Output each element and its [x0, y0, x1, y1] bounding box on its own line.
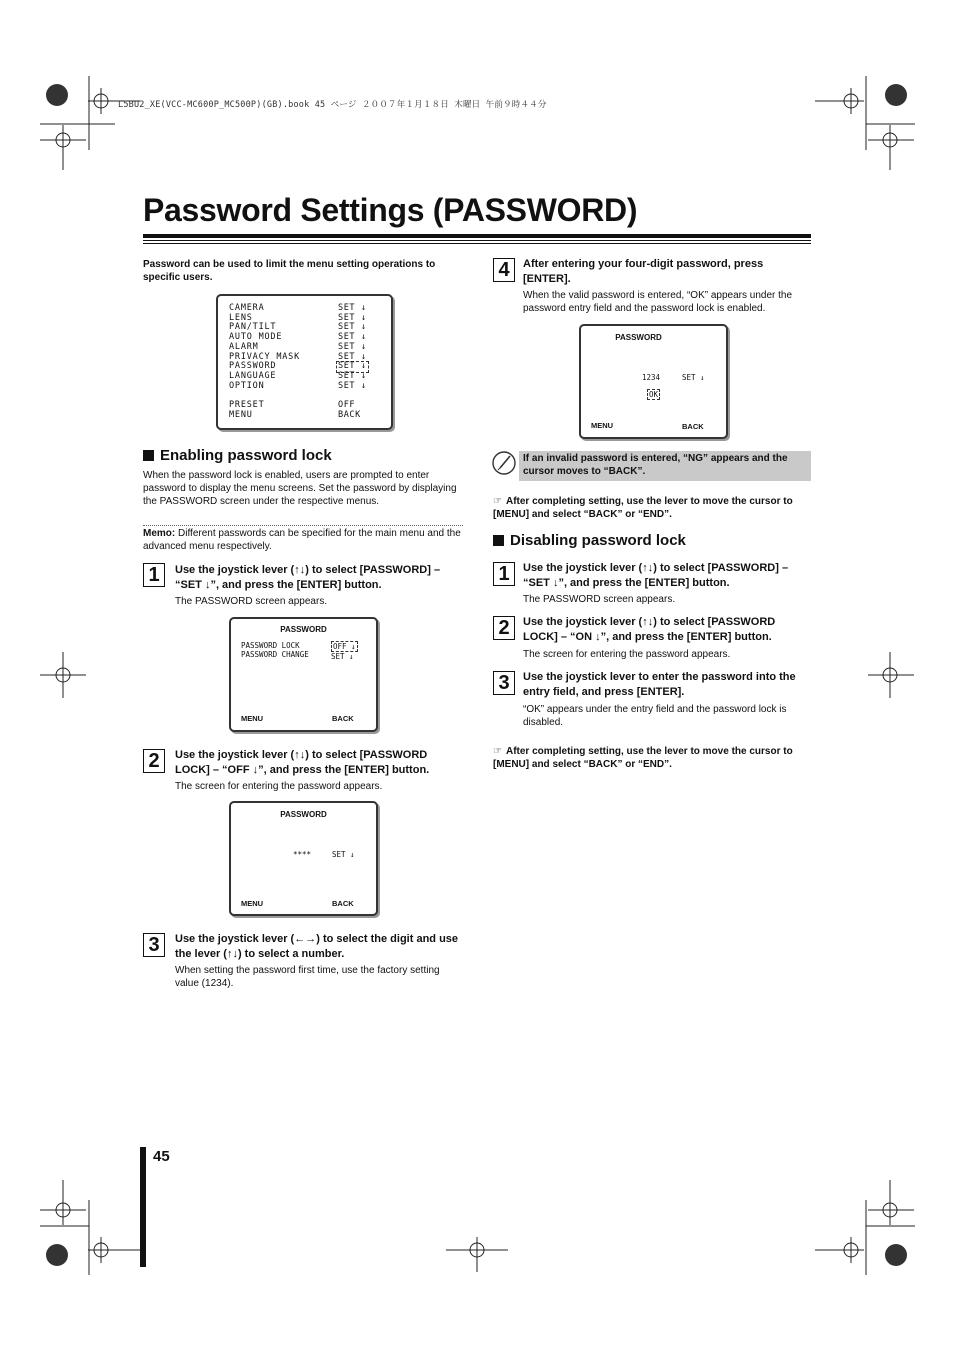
menu-row-value: SET ↓ [338, 332, 367, 343]
page-title: Password Settings (PASSWORD) [143, 192, 638, 228]
password-screen-1 [229, 617, 378, 732]
step-subtext: When setting the password first time, use the factory setting value (1234). [175, 965, 440, 989]
ref-note: ☞ After completing setting, use the lever to move the cursor to [MENU] and select “BACK” or “END”. [493, 746, 793, 770]
menu-row-label: OPTION [229, 380, 265, 391]
step-number: 2 [493, 616, 515, 640]
screen-back: BACK [332, 714, 354, 723]
screen-title: PASSWORD [615, 333, 662, 342]
step-subtext: The PASSWORD screen appears. [523, 594, 676, 605]
memo-label: Memo: [143, 528, 176, 539]
title-rule [143, 234, 811, 238]
step-number: 3 [143, 933, 165, 957]
title-rule [143, 243, 811, 244]
preset-label: PRESET [229, 400, 265, 411]
main-menu-screen [216, 294, 393, 430]
menu-row-label: PAN/TILT [229, 322, 277, 333]
ok-indicator: OK [649, 390, 659, 399]
step-subtext: The PASSWORD screen appears. [175, 596, 328, 607]
enable-body: When the password lock is enabled, users are prompted to enter password to display the menu screens. Set the password by displaying the PASSWORD screen under the respective menus. [143, 470, 457, 507]
menu-row-label: CAMERA [229, 303, 265, 313]
title-rule [143, 240, 811, 241]
menu-row-value: SET ↓ [338, 351, 367, 362]
menu-labels [229, 304, 300, 420]
step-text: Use the joystick lever (←→) to select the digit and use the lever (↑↓) to select a number. [175, 933, 459, 960]
screen-values: OFF ↓ SET ↓ [331, 642, 356, 661]
step-subtext: The screen for entering the password appears. [523, 649, 731, 660]
file-header-line: L5BU2_XE(VCC-MC600P_MC500P)(GB).book 45 ページ ２００７年１月１８日 木曜日 午前９時４４分 [118, 100, 547, 110]
menu-row-label: AUTO MODE [229, 332, 283, 343]
reference-hand-icon: ☞ [493, 746, 502, 757]
screen-menu: MENU [241, 714, 264, 723]
step-number: 1 [493, 562, 515, 586]
screen-set: SET ↓ [332, 850, 355, 859]
memo-text: Different passwords can be specified for the main menu and the advanced menu respectively. [143, 528, 461, 552]
menu-row-value: SET ↓ [338, 341, 367, 352]
square-bullet-icon [143, 450, 154, 461]
step-subtext: The screen for entering the password appears. [175, 781, 383, 792]
step-number: 2 [143, 749, 165, 773]
password-screen-2 [229, 801, 378, 916]
reference-hand-icon: ☞ [493, 496, 502, 507]
ref-note: ☞ After completing setting, use the lever to move the cursor to [MENU] and select “BACK” or “END”. [493, 496, 793, 520]
step-text: Use the joystick lever (↑↓) to select [PASSWORD] – “SET ↓”, and press the [ENTER] button. [175, 564, 441, 591]
menu-label: MENU [229, 409, 253, 420]
menu-row-value: SET ↓ [338, 303, 367, 313]
menu-row-label: PRIVACY MASK [229, 351, 301, 362]
step-text: After entering your four-digit password, press [ENTER]. [523, 258, 764, 285]
enable-heading: Enabling password lock [143, 447, 332, 464]
step-text: Use the joystick lever to enter the password into the entry field, and press [ENTER]. [523, 671, 796, 698]
menu-row-label: ALARM [229, 341, 259, 352]
preset-value: OFF [338, 400, 356, 411]
step-number: 3 [493, 671, 515, 695]
screen-title: PASSWORD [280, 625, 327, 634]
step-subtext: “OK” appears under the entry field and the password lock is disabled. [523, 704, 787, 728]
menu-row-value: SET ↓ [338, 322, 367, 333]
step-text: Use the joystick lever (↑↓) to select [PASSWORD LOCK] – “ON ↓”, and press the [ENTER] button. [523, 616, 776, 643]
menu-row-label: PASSWORD [229, 361, 277, 372]
intro-text: Password can be used to limit the menu setting operations to specific users. [143, 259, 436, 283]
note-box: If an invalid password is entered, “NG” appears and the cursor moves to “BACK”. [519, 451, 811, 481]
menu-row-value: SET ↓ [338, 380, 367, 391]
note-pencil-icon [491, 450, 517, 476]
screen-set: SET ↓ [682, 373, 705, 382]
screen-labels: PASSWORD LOCK PASSWORD CHANGE [241, 641, 309, 659]
menu-row-value: SET ↓ [338, 312, 367, 323]
menu-values [338, 304, 367, 420]
menu-row-value-selected: SET ↓ [338, 361, 367, 372]
disable-heading: Disabling password lock [493, 532, 686, 549]
screen-back: BACK [332, 899, 354, 908]
password-entry: 1234 [642, 373, 661, 382]
menu-row-label: LENS [229, 312, 253, 323]
page-number: 45 [153, 1148, 170, 1165]
screen-title: PASSWORD [280, 810, 327, 819]
screen-menu: MENU [241, 899, 264, 908]
screen-menu: MENU [591, 421, 614, 430]
menu-back-value: BACK [338, 409, 361, 420]
step-text: Use the joystick lever (↑↓) to select [PASSWORD] – “SET ↓”, and press the [ENTER] button. [523, 562, 789, 589]
square-bullet-icon [493, 535, 504, 546]
memo [143, 527, 465, 553]
step-number: 4 [493, 258, 515, 282]
screen-back: BACK [682, 422, 704, 431]
menu-row-label: LANGUAGE [229, 370, 277, 381]
step-subtext: When the valid password is entered, “OK” appears under the password entry field and the password lock is enabled. [523, 290, 793, 314]
memo-divider [143, 525, 463, 526]
password-screen-3 [579, 324, 728, 439]
step-text: Use the joystick lever (↑↓) to select [PASSWORD LOCK] – “OFF ↓”, and press the [ENTER] button. [175, 749, 430, 776]
page-number-bar [140, 1147, 146, 1267]
step-number: 1 [143, 563, 165, 587]
password-entry: **** [293, 850, 312, 859]
menu-row-value: SET ↓ [338, 370, 367, 381]
